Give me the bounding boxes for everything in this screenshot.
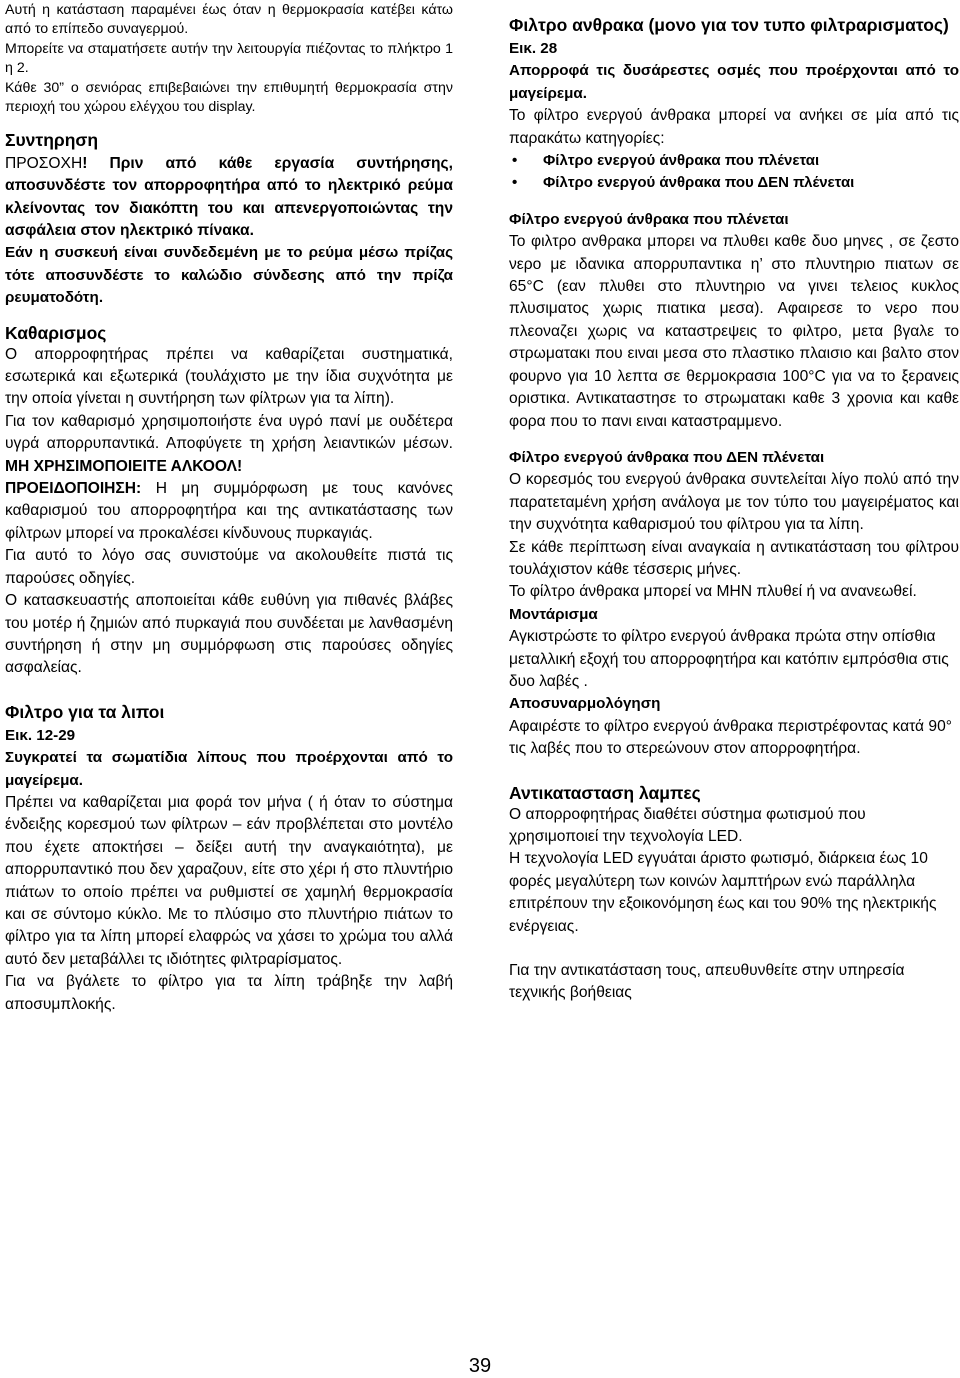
charcoal-filter-heading: Φιλτρο ανθρακα (μονο για τον τυπο φιλτραρισματος) xyxy=(509,15,949,35)
nonwashable-filter-paragraph-3: Το φίλτρο άνθρακα μπορεί να ΜΗΝ πλυθεί ή να ανανεωθεί. xyxy=(509,583,917,601)
intro-paragraph-3: Κάθε 30” ο σενιόρας επιβεβαιώνει την επιθυμητή θερμοκρασία στην περιοχή του χώρου ελέγχου του display. xyxy=(5,80,453,116)
right-column xyxy=(509,0,959,1005)
nonwashable-filter-paragraph-2: Σε κάθε περίπτωση είναι αναγκαία η αντικατάσταση του φίλτρου τουλάχιστον κάθε τέσσερις μήνες. xyxy=(509,538,959,578)
grease-filter-subtitle: Συγκρατεί τα σωματίδια λίπους που προέρχονται από το μαγείρεμα. xyxy=(5,749,453,789)
cleaning-heading: Καθαρισμος xyxy=(5,322,107,343)
grease-filter-heading: Φιλτρο για τα λιποι xyxy=(5,701,165,722)
list-item xyxy=(509,150,959,172)
warning-text: ! Πριν από κάθε εργασία συντήρησης, αποσυνδέστε τον απορροφητήρα από το ηλεκτρικό ρεύμα κλείνοντας τον διακόπτη του και απενεργοποιώντας την ασφάλεια στον ηλεκτρικό πίνακα. xyxy=(5,154,453,239)
charcoal-filter-intro-text: Το φίλτρο ενεργού άνθρακα μπορεί να ανήκει σε μία από τις παρακάτω κατηγορίες: xyxy=(509,107,959,147)
lamp-paragraph-3: Για την αντικατάσταση τους, απευθυνθείτε στην υπηρεσία τεχνικής βοήθειας xyxy=(509,962,905,1002)
warning-paragraph-2: Εάν η συσκευή είναι συνδεδεμένη με το ρεύμα μέσω πρίζας τότε αποσυνδέστε το καλώδιο σύνδεσης από την πρίζα ρευματοδότη. xyxy=(5,244,453,307)
page-number: 39 xyxy=(468,1355,492,1377)
washable-filter-paragraph: Το φιλτρο ανθρακα μπορει να πλυθει καθε δυο μηνες , σε ζεστο νερο με ιδανικα απορρυπαντικα η’ στο πλυντηριο πιατων σε 65°C (εαν πλυθει στο πλυντηριο να γινει τελειος κυκλος πλυσιματος χωρις πιατικα μεσα). Αφαιρεσε το νερο που πλεοναζει χωρις να καταστρεψεις το φιλτρο, μετα βγαλε το στρωματακι που ειναι μεσα στο πλαστικο πλαισιο και βαλτο στον φουρνο για 10 λεπτα σε θερμοκρασια 100°C για να το ξερανεις οριστικα. Αντικαταστησε το στρωματακι καθε 3 χρονια και καθε φορα που το πανι ειναι καταστραμμενο. xyxy=(509,233,959,430)
list-item-text: Φίλτρο ενεργού άνθρακα που πλένεται xyxy=(543,152,820,170)
caution-text: Η μη συμμόρφωση με τους κανόνες καθαρισμού του απορροφητήρα και της αντικατάστασης των φίλτρων μπορεί να προκαλέσει κίνδυνους πυρκαγιάς. xyxy=(5,480,453,542)
nonwashable-filter-paragraph-1: Ο κορεσμός του ενεργού άνθρακα συντελείται λίγο πολύ από την παρατεταμένη χρήση ανάλογα με τον τύπο του μαγειρέματος και την συχνότητα καθαρισμού του φίλτρου για τα λίπη. xyxy=(509,471,959,534)
cleaning-paragraph-1: Ο απορροφητήρας πρέπει να καθαρίζεται συστηματικά, εσωτερικά και εξωτερικά (τουλάχιστο με την ίδια συχνότητα με την οποία γίνεται η συντήρηση των φίλτρων για τα λίπη). xyxy=(5,345,453,408)
charcoal-filter-intro xyxy=(509,105,959,150)
cleaning-paragraph-2 xyxy=(5,411,453,478)
no-alcohol-warning: ΜΗ ΧΡΗΣΙΜΟΠΟΙΕΙΤΕ ΑΛΚΟΟΛ! xyxy=(5,457,243,475)
intro-paragraph-1: Αυτή η κατάσταση παραμένει έως όταν η θερμοκρασία κατέβει κάτω από το επίπεδο συναγερμού. xyxy=(5,2,453,38)
washable-filter-heading: Φίλτρο ενεργού άνθρακα που πλένεται xyxy=(509,210,789,228)
caution-paragraph-3: Ο κατασκευαστής αποποιείται κάθε ευθύνη για πιθανές βλάβες του μοτέρ ή ζημιών από πυρκαγιά που συνδέεται με λανθασμένη συντήρηση ή στην μη συμμόρφωση στις παρούσες οδηγίες ασφαλείας. xyxy=(5,592,453,677)
cleaning-text: Για τον καθαρισμό χρησιμοποιήστε ένα υγρό πανί με ουδέτερα υγρά απορρυπαντικά. Αποφύγετε τη χρήση λειαντικών μέσων. xyxy=(5,412,453,453)
intro-paragraph-2: Μπορείτε να σταματήσετε αυτήν την λειτουργία πιέζοντας το πλήκτρο 1 η 2. xyxy=(5,40,453,76)
grease-filter-paragraph-1: Πρέπει να καθαρίζεται μια φορά τον μήνα ( ή όταν το σύστημα ένδειξης κορεσμού των φίλτρων – εάν προβλέπεται στο μοντέλο που έχετε αποκτήσει – δείξει αυτή την αναγκαιότητα), με απορρυπαντικό που δεν χαραζουν, είτε στο χέρι ή στο πλυντήριο πιάτων το οποίο πρέπει να ρυθμιστεί σε χαμηλή θερμοκρασία και σε σύντομο κύκλο. Με το πλύσιμο στο πλυντήριο πιάτων το φίλτρο για τα λίπη μπορεί ελαφρώς να χάσει το χρώμα του αλλά αυτό δεν μεταβάλλει τς ιδιότητες φιλτραρίσματος. xyxy=(5,793,453,968)
mounting-paragraph: Αγκιστρώστε το φίλτρο ενεργού άνθρακα πρώτα στην οπίσθια μεταλλική εξοχή του απορροφητήρα και κατόπιν εμπρόσθια στις δυο λαβές . xyxy=(509,628,949,690)
maintenance-heading: Συντηρηση xyxy=(5,129,99,150)
warning-lead: ΠΡΟΣΟΧΗ xyxy=(5,154,83,172)
left-column xyxy=(5,0,453,1016)
warning-paragraph xyxy=(5,153,453,243)
nonwashable-filter-heading: Φίλτρο ενεργού άνθρακα που ΔΕΝ πλένεται xyxy=(509,448,825,466)
lamp-paragraph-1: Ο απορροφητήρας διαθέτει σύστημα φωτισμού που χρησιμοποιεί την τεχνολογία LED. xyxy=(509,805,866,845)
bullet-icon: • xyxy=(512,152,518,170)
list-item-text: Φίλτρο ενεργού άνθρακα που ΔΕΝ πλένεται xyxy=(543,174,855,192)
caution-paragraph-2: Για αυτό το λόγο σας συνιστούμε να ακολουθείτε πιστά τις παρούσες οδηγίες. xyxy=(5,547,453,587)
lamp-paragraph-2: Η τεχνολογία LED εγγυάται άριστο φωτισμό, διάρκεια έως 10 φορές μεγαλύτερη των κοινών λαμπτήρων ενώ παράλληλα επιτρέπουν την εξοικονόμηση έως και του 90% της ηλεκτρικής ενέργειας. xyxy=(509,850,937,935)
grease-filter-figure-ref: Εικ. 12-29 xyxy=(5,726,76,744)
caution-lead: ΠΡΟΕΙΔΟΠΟΙΗΣΗ: xyxy=(5,480,142,498)
charcoal-filter-subtitle: Απορροφά τις δυσάρεστες οσμές που προέρχονται από το μαγείρεμα. xyxy=(509,62,959,102)
list-item xyxy=(509,172,959,194)
grease-filter-paragraph-2: Για να βγάλετε το φίλτρο για τα λίπη τράβηξε την λαβή αποσυμπλοκής. xyxy=(5,973,453,1013)
bullet-icon: • xyxy=(512,174,518,192)
mounting-heading: Μοντάρισμα xyxy=(509,605,598,623)
caution-paragraph xyxy=(5,478,453,545)
dismounting-heading: Αποσυναρμολόγηση xyxy=(509,695,661,713)
dismounting-paragraph: Αφαιρέστε το φίλτρο ενεργού άνθρακα περιστρέφοντας κατά 90° τις λαβές που το στερεώνουν στον απορροφητήρα. xyxy=(509,717,952,758)
lamp-replacement-heading: Αντικατασταση λαμπες xyxy=(509,782,701,803)
charcoal-filter-figure-ref: Εικ. 28 xyxy=(509,40,558,57)
